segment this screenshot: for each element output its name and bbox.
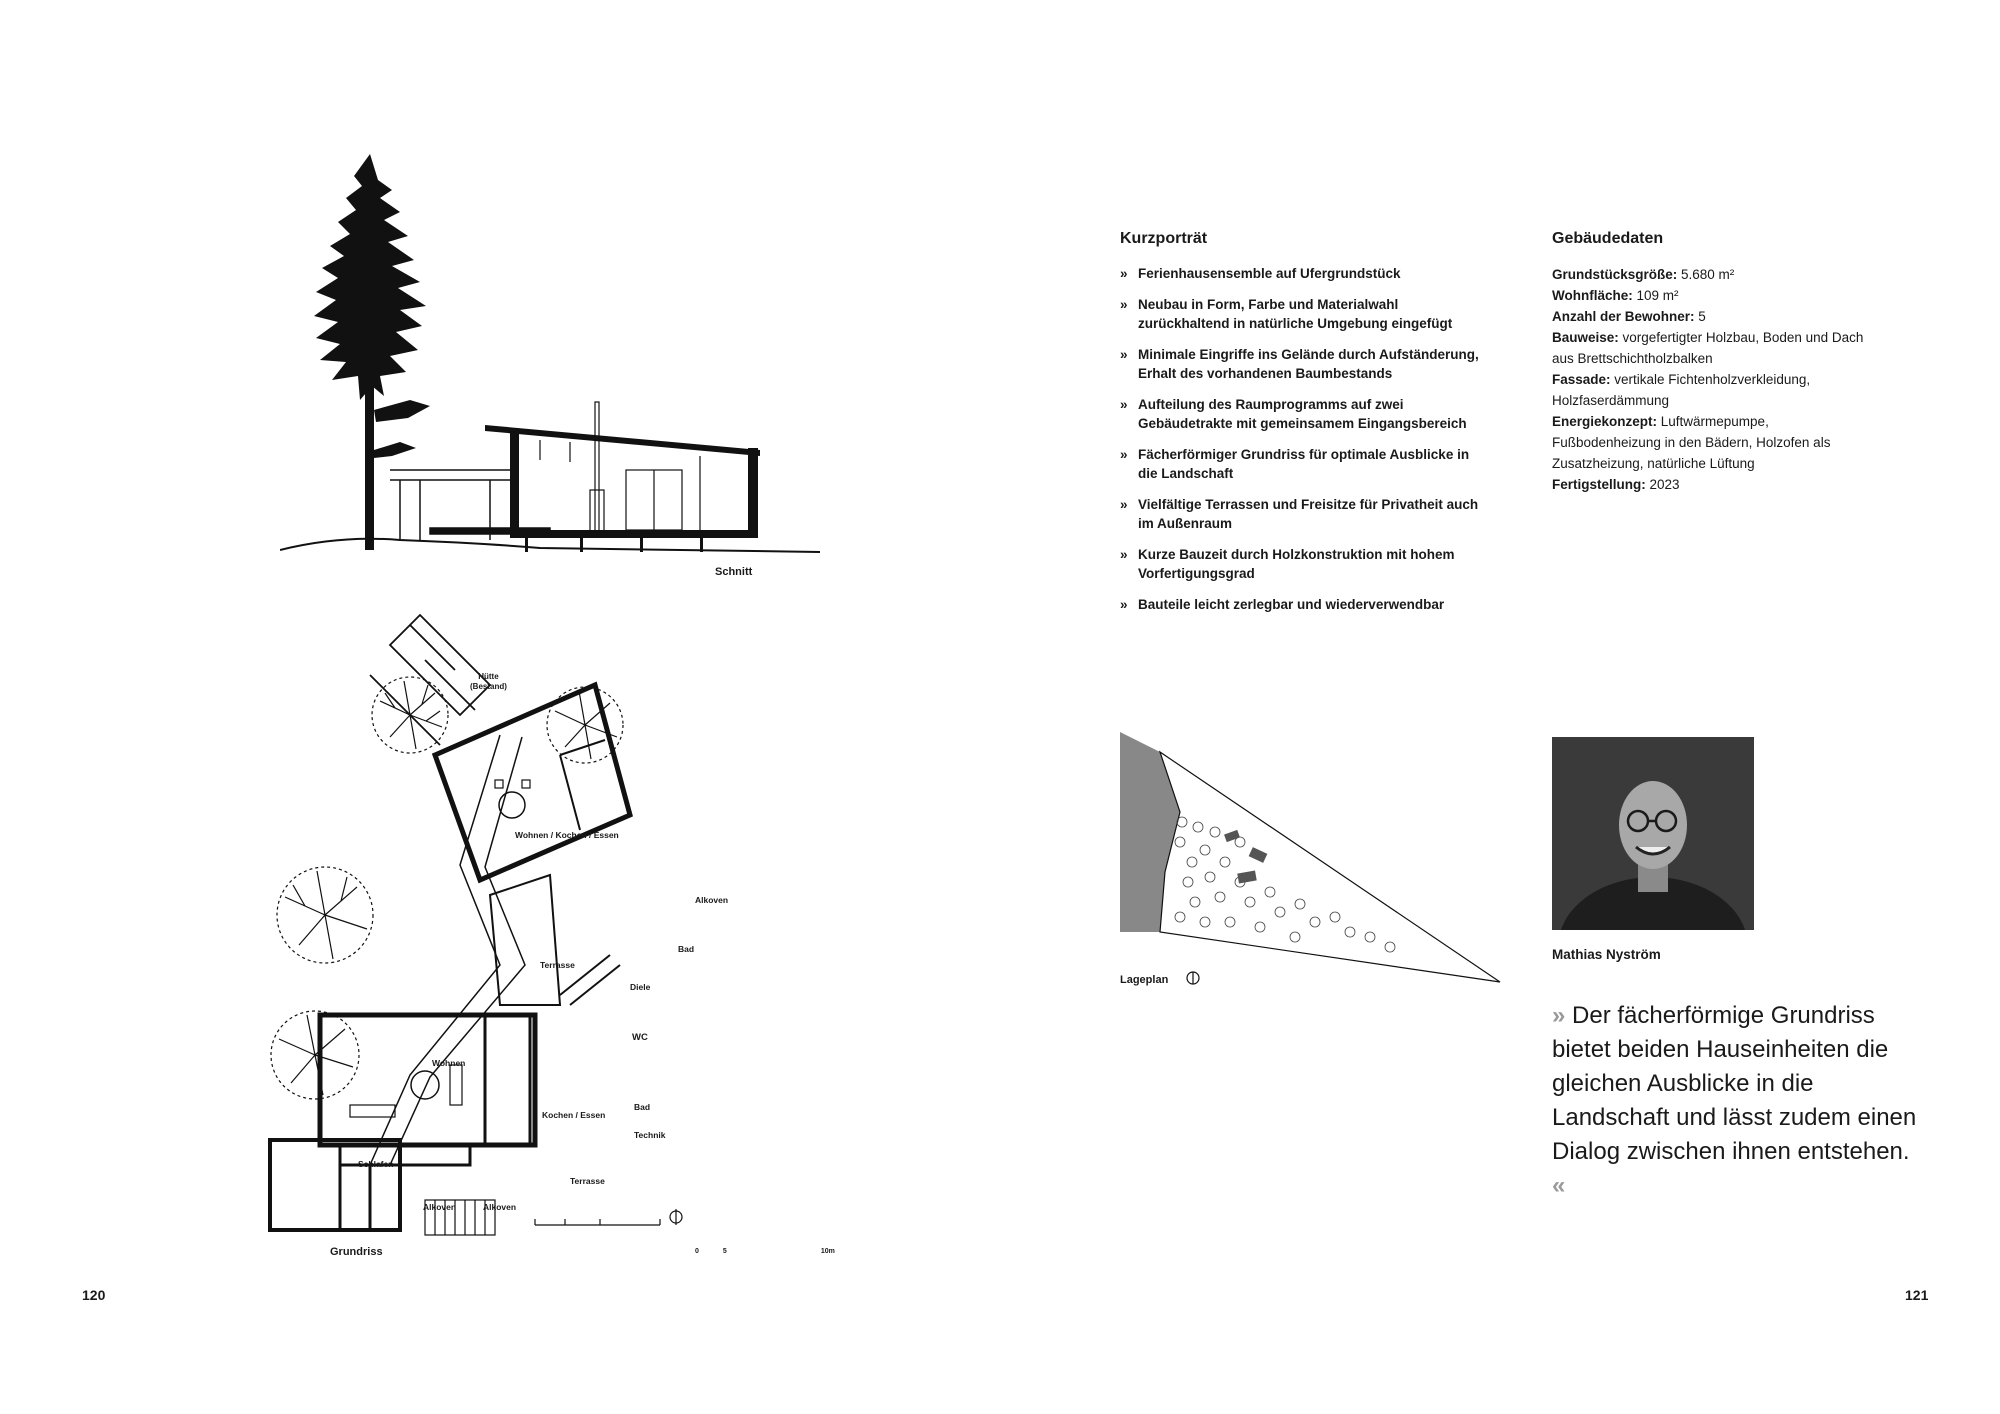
room-label-bad-bottom: Bad: [634, 1102, 651, 1112]
room-label-kochen-essen: Kochen / Essen: [542, 1110, 606, 1120]
tree-symbol: [277, 867, 373, 963]
data-row-fassade: Fassade: vertikale Fichtenholzverkleidung, Holzfaserdämmung: [1552, 372, 1811, 408]
scale-bar-labels: 0 5 10m: [695, 1248, 835, 1255]
quote-open-mark: »: [1552, 1002, 1566, 1029]
wing-south: [270, 1015, 535, 1230]
terrace-canopy: [390, 470, 550, 540]
room-label-diele: Diele: [630, 982, 651, 992]
gebaeudedaten-section: [1552, 230, 1872, 495]
building-section: [485, 425, 760, 538]
tree-symbol: [271, 1011, 359, 1099]
floor-plan-drawing: [260, 605, 780, 1245]
list-item: » Fächerförmiger Grundriss für optimale Ausblicke in die Landschaft: [1120, 445, 1485, 483]
list-item: » Bauteile leicht zerlegbar und wiederverwendbar: [1120, 595, 1485, 614]
list-item: » Aufteilung des Raumprogramms auf zwei Gebäudetrakte mit gemeinsamem Eingangsbereich: [1120, 395, 1485, 433]
architect-portrait: [1552, 737, 1754, 930]
pull-quote: [1552, 999, 1922, 1203]
list-item: » Minimale Eingriffe ins Gelände durch Aufständerung, Erhalt des vorhandenen Baumbestands: [1120, 345, 1485, 383]
room-label-terrasse-mid: Terrasse: [540, 960, 575, 970]
scale-bar: [535, 1219, 660, 1225]
building-section-details: [540, 402, 700, 532]
data-row-energiekonzept: Energiekonzept: Luftwärmepumpe, Fußbodenheizung in den Bädern, Holzofen als Zusatzheizung, natürliche Lüftung: [1552, 414, 1831, 471]
section-caption: Schnitt: [715, 566, 753, 578]
site-plan-caption: Lageplan: [1120, 974, 1169, 986]
room-label-terrasse-bottom: Terrasse: [570, 1176, 605, 1186]
data-row-grundstuecksgroesse: Grundstücksgröße: 5.680 m²: [1552, 267, 1735, 282]
kurzportraet-list: [1120, 264, 1485, 614]
list-item: » Kurze Bauzeit durch Holzkonstruktion mit hohem Vorfertigungsgrad: [1120, 545, 1485, 583]
room-label-huette: Hütte (Bestand): [470, 672, 507, 691]
room-label-alkoven-b2: Alkoven: [483, 1202, 517, 1212]
list-item: » Neubau in Form, Farbe und Materialwahl zurückhaltend in natürliche Umgebung eingefügt: [1120, 295, 1485, 333]
north-arrow-icon: [670, 1209, 682, 1225]
plan-caption: Grundriss: [330, 1246, 383, 1258]
room-label-alkoven-top: Alkoven: [695, 895, 729, 905]
architect-name: Mathias Nyström: [1552, 947, 1661, 962]
path-walkway: [370, 735, 525, 1165]
quote-close-mark: «: [1552, 1172, 1566, 1199]
list-item: » Ferienhausensemble auf Ufergrundstück: [1120, 264, 1485, 283]
page-number-right: 121: [1905, 1287, 1929, 1303]
data-row-wohnflaeche: Wohnfläche: 109 m²: [1552, 288, 1679, 303]
kurzportraet-section: [1120, 230, 1485, 626]
kurzportraet-title: Kurzporträt: [1120, 230, 1208, 247]
data-row-fertigstellung: Fertigstellung: 2023: [1552, 477, 1680, 492]
tree-symbols: [271, 677, 623, 1099]
section-drawing: [280, 150, 820, 570]
ground-line: [280, 539, 820, 552]
room-label-bad-top: Bad: [678, 944, 695, 954]
room-label-technik: Technik: [634, 1130, 666, 1140]
room-label-wc: WC: [632, 1032, 648, 1043]
page-number-left: 120: [82, 1287, 106, 1303]
room-label-schlafen: Schlafen: [358, 1159, 394, 1169]
north-arrow-icon: [1185, 970, 1201, 986]
room-label-wohnen-kochen-essen: Wohnen / Kochen / Essen: [515, 830, 619, 840]
pine-tree-silhouette: [314, 154, 430, 550]
room-label-alkoven-b1: Alkoven: [423, 1202, 457, 1212]
gebaeudedaten-title: Gebäudedaten: [1552, 230, 1664, 247]
site-plan-drawing: [1120, 732, 1505, 988]
entry-diele: [490, 875, 620, 1005]
quote-text: Der fächerförmige Grundriss bietet beiden Hauseinheiten die gleichen Ausblicke in die Landschaft und lässt zudem einen Dialog zwischen ihnen entstehen.: [1552, 1002, 1917, 1165]
list-item: » Vielfältige Terrassen und Freisitze für Privatheit auch im Außenraum: [1120, 495, 1485, 533]
data-row-bewohner: Anzahl der Bewohner: 5: [1552, 309, 1706, 324]
room-label-wohnen: Wohnen: [432, 1058, 466, 1068]
data-row-bauweise: Bauweise: vorgefertigter Holzbau, Boden und Dach aus Brettschichtholzbalken: [1552, 330, 1864, 366]
